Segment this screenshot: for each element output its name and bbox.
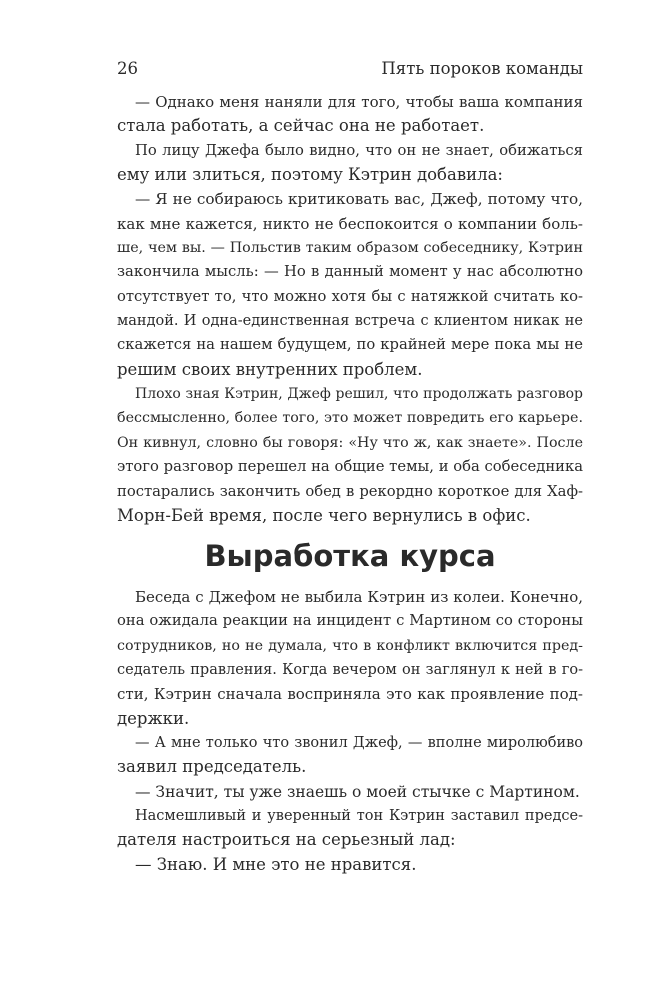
text-line: ше, чем вы. — Польстив таким образом собеседнику, Кэтрин bbox=[117, 240, 583, 257]
text-line: держки. bbox=[117, 708, 190, 728]
text-line: постарались закончить обед в рекордно короткое для Хаф- bbox=[117, 482, 583, 500]
text-line: бессмысленно, более того, это может повредить его карьере. bbox=[117, 410, 583, 427]
text-line: — Я не собираюсь критиковать вас, Джеф, потому что, bbox=[135, 190, 583, 209]
text-line: — Значит, ты уже знаешь о моей стычке с Мартином. bbox=[135, 782, 580, 801]
text-line: ему или злиться, поэтому Кэтрин добавила: bbox=[117, 165, 503, 185]
text-line: Морн-Бей время, после чего вернулись в офис. bbox=[117, 505, 531, 525]
text-line: дателя настроиться на серьезный лад: bbox=[117, 830, 456, 850]
text-line: — А мне только что звонил Джеф, — вполне миролюбиво bbox=[135, 735, 583, 752]
text-line: — Однако меня наняли для того, чтобы ваша компания bbox=[135, 93, 583, 111]
text-line: — Знаю. И мне это не нравится. bbox=[135, 854, 417, 874]
text-block-after-heading bbox=[117, 585, 583, 877]
text-line: этого разговор перешел на общие темы, и оба собеседника bbox=[117, 458, 583, 476]
text-line: Плохо зная Кэтрин, Джеф решил, что продолжать разговор bbox=[135, 386, 583, 403]
text-block-before-heading bbox=[117, 90, 583, 528]
text-line: решим своих внутренних проблем. bbox=[117, 359, 423, 379]
text-line: сотрудников, но не думала, что в конфликт включится пред- bbox=[117, 637, 583, 654]
text-line: По лицу Джефа было видно, что он не знает, обижаться bbox=[135, 141, 583, 159]
text-line: седатель правления. Когда вечером он заглянул к ней в го- bbox=[117, 662, 583, 679]
text-line: Насмешливый и уверенный тон Кэтрин заставил предсе- bbox=[135, 808, 583, 825]
page-number: 26 bbox=[117, 59, 138, 78]
text-line: стала работать, а сейчас она не работает. bbox=[117, 116, 485, 136]
text-line: сти, Кэтрин сначала восприняла это как проявление под- bbox=[117, 685, 583, 704]
text-line: закончила мысль: — Но в данный момент у нас абсолютно bbox=[117, 263, 583, 281]
text-line: скажется на нашем будущем, по крайней мере пока мы не bbox=[117, 336, 583, 354]
text-line: мандой. И одна-единственная встреча с клиентом никак не bbox=[117, 313, 583, 330]
text-line: отсутствует то, что можно хотя бы с натяжкой считать ко- bbox=[117, 287, 583, 305]
running-head bbox=[117, 56, 583, 82]
text-line: как мне кажется, никто не беспокоится о компании боль- bbox=[117, 214, 583, 233]
text-line: она ожидала реакции на инцидент с Мартином со стороны bbox=[117, 612, 583, 630]
text-line: Беседа с Джефом не выбила Кэтрин из колеи. Конечно, bbox=[135, 588, 583, 606]
text-line: заявил председатель. bbox=[117, 757, 307, 777]
text-line: Он кивнул, словно бы говоря: «Ну что ж, как знаете». После bbox=[117, 434, 583, 451]
section-heading: Выработка курса bbox=[204, 539, 496, 573]
running-title: Пять пороков команды bbox=[381, 59, 583, 78]
